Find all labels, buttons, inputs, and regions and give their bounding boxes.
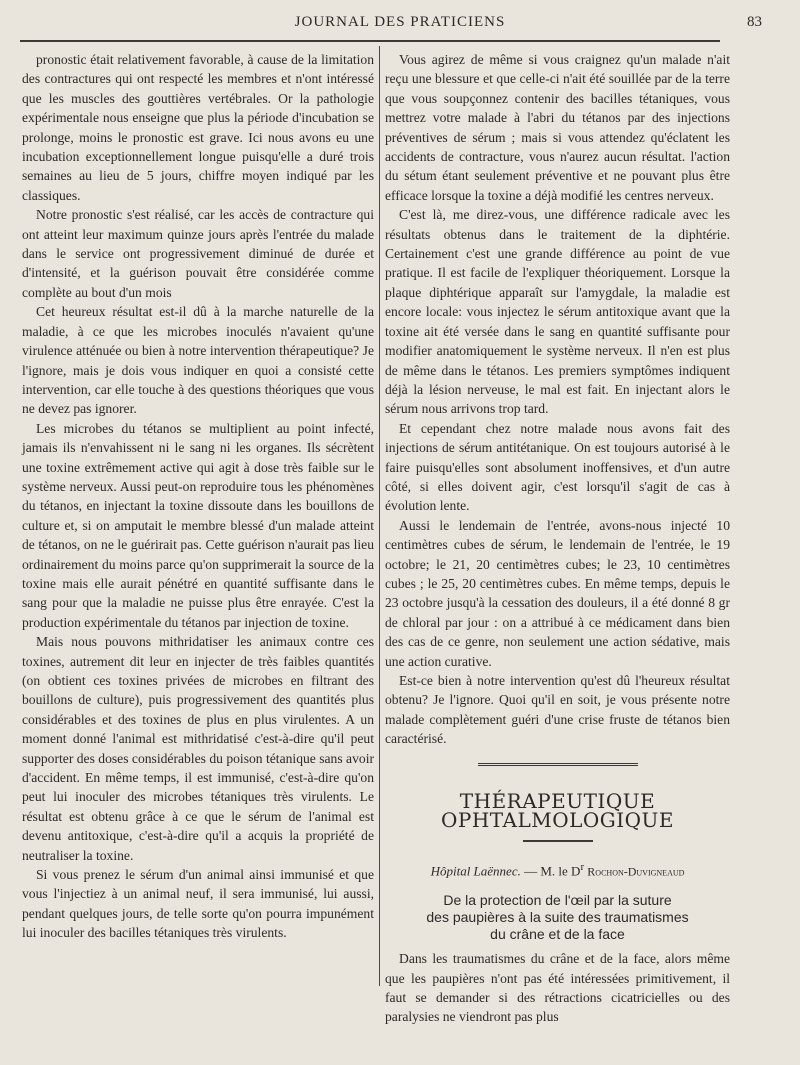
page-number: 83	[747, 14, 762, 30]
header-rule	[20, 40, 720, 42]
paragraph: Notre pronostic s'est réalisé, car les accès de contracture qui ont atteint leur maximum quinze jours après l'entrée du malade dans le service ont progressivement diminué de durée et d'intensité, et la guérison pouvait être considérée comme complète au bout d'un mois	[22, 207, 374, 300]
paragraph: Est-ce bien à notre intervention qu'est dû l'heureux résultat obtenu? Je l'ignore. Quoi qu'il en soit, je vous présente notre malade complètement guéri d'une crise fruste de tétanos bien caractérisé.	[385, 673, 730, 747]
hospital-name: Hôpital Laënnec.	[430, 863, 521, 879]
column-divider	[379, 46, 380, 986]
paragraph: C'est là, me direz-vous, une différence radicale avec les résultats obtenus dans le traitement de la diphtérie. Certainement c'est une grande différence au point de vue pratique. Il est facile de l'expliquer théoriquement. Lorsque la plaque diphtérique apparaît sur l'amygdale, la maladie est encore locale: vous injectez le sérum antitoxique avant que la toxine ait été versée dans le sang en quantité suffisante pour modifier anatomiquement le système nerveux. Il n'en est plus de même dans le tétanos. Les premiers symptômes indiquent déjà la lésion nerveuse, le mal est fait. En injectant alors le sérum nous arrivons trop tard.	[385, 207, 730, 417]
paragraph: Si vous prenez le sérum d'un animal ainsi immunisé et que vous l'injectiez à un animal neuf, il sera immunisé, lui aussi, pendant quelques jours, de telle sorte qu'on pourra impunément lui inoculer des bacilles tétaniques très virulents.	[22, 867, 374, 941]
journal-title: JOURNAL DES PRATICIENS	[294, 14, 506, 30]
paragraph: pronostic était relativement favorable, à cause de la limitation des contractures qui ont respecté les membres et n'ont intéressé que les muscles des gouttières vertébrales. Or la pathologie expérimentale nous enseigne que plus la période d'incubation se prolonge, moins le pronostic est grave. Ici nous avons eu une incubation exceptionnellement longue puisqu'elle a duré trois semaines au lieu de 5 jours, chiffre moyen indiqué par les classiques.	[22, 52, 374, 203]
paragraph: Cet heureux résultat est-il dû à la marche naturelle de la maladie, à ce que les microbes inoculés n'avaient qu'une virulence atténuée ou bien à notre intervention thérapeutique? Je l'ignore, mais je dois vous indiquer en quoi a consisté cette intervention, car elle touche à des questions théoriques que vous ne devez pas ignorer.	[22, 304, 374, 417]
article-title-line: du crâne et de la face	[490, 926, 625, 943]
section-title-underline	[523, 840, 593, 842]
left-column	[22, 50, 374, 943]
paragraph: Mais nous pouvons mithridatiser les animaux contre ces toxines, autrement dit leur en injecter de très faibles quantités (on obtient ces toxines privées de microbes en filtrant des bouillons de culture), puis progressivement des quantités plus considérables et des toxines de plus en plus virulentes. A un moment donné l'animal est mithridatisé c'est-à-dire qu'il peut supporter des doses considérables du poison tétanique sans avoir d'accident. En même temps, il est immunisé, c'est-à-dire qu'on peut lui inoculer des microbes tétaniques très virulents. Le résultat est obtenu grâce à ce que le sérum de l'animal est devenu antitoxique, c'est-à-dire qu'il a acquis la propriété de neutraliser la toxine.	[22, 634, 374, 863]
author-prefix: — M. le D	[524, 863, 581, 879]
article-title-line: De la protection de l'œil par la suture	[443, 892, 672, 909]
right-column	[385, 50, 730, 1027]
paragraph: Les microbes du tétanos se multiplient au point infecté, jamais ils n'envahissent ni le sang ni les organes. Ils sécrètent une toxine extrêmement active qui agit à dose très faible sur le système nerveux. Aussi peut-on reproduire tous les phénomènes du tétanos, en injectant la toxine dissoute dans les bouillons de culture et, si on amputait le membre blessé d'un malade atteint de tétanos, on ne le guérirait pas. Cette guérison n'aurait pas lieu ordinairement du moins parce qu'on supprimerait la source de la toxine mais elle aurait pénétré en quantité suffisante dans le sang pour que la maladie ne puisse plus être enrayée. C'est la production expérimentale du tétanos par injection de toxine.	[22, 420, 374, 630]
article-title-line: des paupières à la suite des traumatismes	[426, 909, 689, 926]
article-byline	[385, 858, 730, 882]
author-prefix-sup: r	[580, 861, 585, 874]
paragraph: Aussi le lendemain de l'entrée, avons-nous injecté 10 centimètres cubes de sérum, le lendemain de l'entrée, le 19 octobre; le 21, 20 centimètres cubes; le 23, 10 centimètres cubes ; le 25, 20 centimètres cubes. En même temps, depuis le 23 octobre jusqu'à la cessation des douleurs, il a été donné 8 gr de chloral par jour : on a attribué à ce médicament dans bien des cas de ce genre, non seulement une action sédative, mais une action curative.	[385, 517, 730, 669]
author-name: Rochon-Duvigneaud	[587, 864, 685, 879]
section-title: THÉRAPEUTIQUE OPHTALMOLOGIQUE	[440, 788, 675, 833]
paragraph: Dans les traumatismes du crâne et de la face, alors même que les paupières n'ont pas été intéressées primitivement, il faut se demander si des rétractions cicatricielles ou des paralysies ne viendront pas plus	[385, 951, 730, 1025]
section-divider	[478, 763, 638, 768]
running-head	[0, 14, 800, 34]
article-title	[385, 892, 730, 943]
paragraph: Vous agirez de même si vous craignez qu'un malade n'ait reçu une blessure et que celle-ci n'ait été souillée par de la terre que vous soupçonnez contenir des bacilles tétaniques, vous mettrez votre malade à l'abri du tétanos par des injections préventives de sérum ; mais si vous attendez qu'éclatent les accidents de contracture, vous n'aurez aucun résultat. l'action du sétum étant seulement préventive et ne pouvant plus être efficace lorsque la toxine a déjà modifié les centres nerveux.	[385, 52, 730, 203]
paragraph: Et cependant chez notre malade nous avons fait des injections de sérum antitétanique. On est toujours autorisé à le faire puisqu'elles sont absolument inoffensives, et d'un autre côté, si elles doivent agir, c'est lorsqu'il s'agit de cas à évolution lente.	[385, 420, 730, 514]
